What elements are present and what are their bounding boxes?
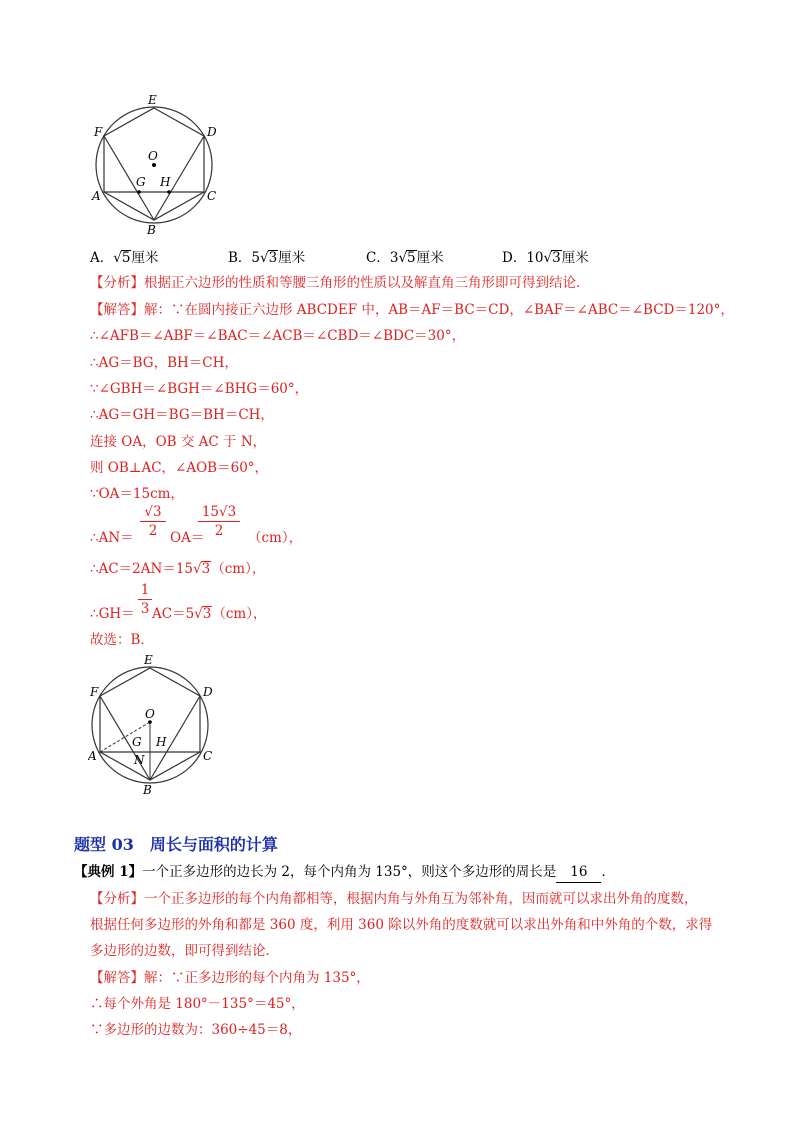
gh-rest: AC＝5√3（cm）， (152, 606, 267, 622)
figure-hexagon-1 (90, 92, 230, 237)
solution2-line-1: 【解答】解：∵正多边形的每个内角为 135°， (90, 970, 370, 986)
analysis2-line-1: 【分析】一个正多边形的每个内角都相等，根据内角与外角互为邻补角，因而就可以求出外角的度数， (90, 891, 698, 907)
label-H: H (160, 175, 171, 189)
label2-E: E (144, 653, 153, 667)
section-title: 题型 03 周长与面积的计算 (74, 835, 278, 854)
label2-F: F (90, 685, 99, 699)
analysis2-line-2: 根据任何多边形的外角和都是 360 度，利用 360 除以外角的度数就可以求出外角和中外角的个数，求得 (90, 917, 713, 933)
option-b: B．5√3厘米 (228, 250, 306, 266)
solution-line-5: ∴AG＝GH＝BG＝BH＝CH， (90, 407, 274, 423)
label2-C: C (203, 749, 213, 763)
label2-B: B (143, 783, 152, 797)
solution-line-3: ∴AG＝BG，BH＝CH， (90, 355, 238, 371)
an-mid: OA＝ (170, 530, 205, 546)
label-D: D (207, 125, 217, 139)
label-A: A (92, 189, 101, 203)
label-C: C (207, 189, 217, 203)
an-prefix: ∴AN＝ (90, 530, 134, 546)
figure-hexagon-2 (88, 652, 228, 797)
solution-line-8: ∵OA＝15cm， (90, 486, 184, 502)
answer-blank: 16 (556, 862, 601, 883)
gh-prefix: ∴GH＝ (90, 606, 135, 622)
an-fraction-2: 15√3 2 (198, 504, 240, 539)
an-suffix: （cm）， (248, 530, 303, 546)
analysis: 【分析】根据正六边形的性质和等腰三角形的性质以及解直角三角形即可得到结论． (90, 275, 590, 291)
solution2-line-3: ∵多边形的边数为：360÷45＝8， (90, 1022, 302, 1038)
solution-line-2: ∴∠AFB＝∠ABF＝∠BAC＝∠ACB＝∠CBD＝∠BDC＝30°， (90, 328, 466, 344)
label-G: G (136, 175, 146, 189)
label2-H: H (156, 735, 167, 749)
option-c: C．3√5厘米 (366, 250, 444, 266)
label-O: O (148, 149, 158, 163)
label2-G: G (132, 735, 142, 749)
option-d: D．10√3厘米 (502, 250, 589, 266)
label2-N: N (134, 753, 145, 767)
gh-fraction: 1 3 (138, 582, 152, 617)
label2-A: A (88, 749, 97, 763)
example-question: 【典例 1】一个正多边形的边长为 2，每个内角为 135°，则这个多边形的周长是 16 ． (74, 862, 615, 883)
option-a: A．√5厘米 (90, 250, 159, 266)
solution2-line-2: ∴每个外角是 180°－135°＝45°， (90, 996, 305, 1012)
solution-line-1: 【解答】解：∵在圆内接正六边形 ABCDEF 中，AB＝AF＝BC＝CD，∠BAF＝∠ABC＝∠BCD＝120°， (90, 302, 734, 318)
solution-line-6: 连接 OA，OB 交 AC 于 N， (90, 434, 267, 450)
label2-D: D (203, 685, 213, 699)
analysis2-line-3: 多边形的边数，即可得到结论． (90, 943, 279, 959)
label-E: E (148, 93, 157, 107)
solution-line-7: 则 OB⊥AC，∠AOB＝60°， (90, 460, 269, 476)
solution-line-4: ∵∠GBH＝∠BGH＝∠BHG＝60°， (90, 381, 309, 397)
label-F: F (94, 125, 103, 139)
ac-line: ∴AC＝2AN＝15√3（cm）， (90, 561, 266, 577)
an-fraction-1: √3 2 (140, 504, 166, 539)
answer: 故选：B． (90, 632, 154, 648)
label2-O: O (145, 707, 155, 721)
example-label: 【典例 1】 (74, 864, 143, 880)
label-B: B (147, 223, 156, 237)
